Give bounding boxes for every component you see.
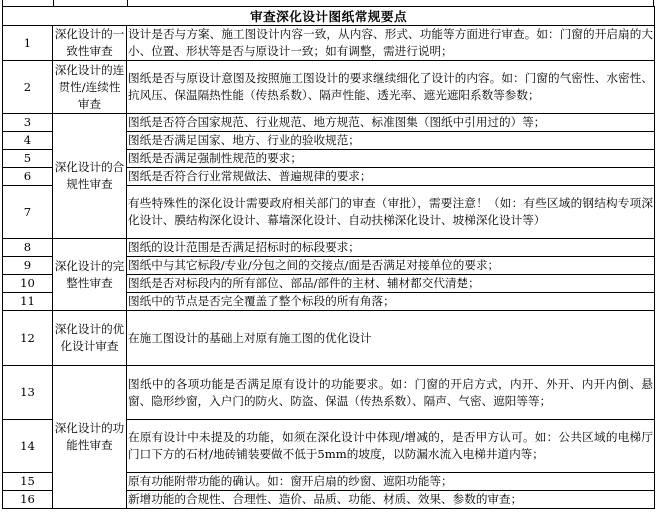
row-number: 8 <box>3 239 53 257</box>
table-row <box>3 239 655 257</box>
table-row <box>3 61 655 114</box>
row-number: 11 <box>3 293 53 311</box>
requirement-text: 在施工图设计的基础上对原有施工图的优化设计 <box>127 311 655 366</box>
requirement-text: 图纸中的节点是否完全覆盖了整个标段的所有角落； <box>127 293 655 311</box>
row-number: 15 <box>3 473 53 491</box>
requirement-text: 图纸是否满足强制性规范的要求； <box>127 150 655 168</box>
category-cell: 深化设计的合规性审查 <box>53 114 127 239</box>
category-cell: 深化设计的连贯性/连续性审查 <box>53 61 127 114</box>
row-number: 10 <box>3 275 53 293</box>
row-number: 9 <box>3 257 53 275</box>
requirement-text: 原有功能附带功能的确认。如：窗开启扇的纱窗、遮阳功能等； <box>127 473 655 491</box>
table-row <box>3 311 655 366</box>
review-points-table <box>2 6 655 509</box>
requirement-text: 图纸是否对标段内的所有部位、部品/部件的主材、辅材都交代清楚； <box>127 275 655 293</box>
requirement-text: 图纸是否符合行业常规做法、普遍规律的要求； <box>127 168 655 186</box>
requirement-text: 图纸的设计范围是否满足招标时的标段要求； <box>127 239 655 257</box>
category-cell: 深化设计的一致性审查 <box>53 26 127 61</box>
row-number: 7 <box>3 186 53 239</box>
row-number: 3 <box>3 114 53 132</box>
row-number: 1 <box>3 26 53 61</box>
category-cell: 深化设计的功能性审查 <box>53 366 127 509</box>
row-number: 4 <box>3 132 53 150</box>
row-number: 6 <box>3 168 53 186</box>
requirement-text: 图纸是否符合国家规范、行业规范、地方规范、标准图集（图纸中引用过的）等； <box>127 114 655 132</box>
row-number: 14 <box>3 420 53 473</box>
requirement-text: 图纸是否与原设计意图及按照施工图设计的要求继续细化了设计的内容。如：门窗的气密性、水密性、抗风压、保温隔热性能（传热系数）、隔声性能、透光率、遮光遮阳系数等参数； <box>127 61 655 114</box>
row-number: 13 <box>3 366 53 420</box>
requirement-text: 有些特殊性的深化设计需要政府相关部门的审查（审批），需要注意！（如：有些区域的钢结构专项深化设计、膜结构深化设计、幕墙深化设计、自动扶梯深化设计、坡梯深化设计等） <box>127 186 655 239</box>
requirement-text: 图纸是否满足国家、地方、行业的验收规范； <box>127 132 655 150</box>
table-title-row <box>3 7 655 26</box>
requirement-text: 在原有设计中未提及的功能，如须在深化设计中体现/增减的，是否甲方认可。如：公共区域的电梯厅门口下方的石材/地砖铺装要做不低于5mm的坡度，以防漏水流入电梯井道内等； <box>127 420 655 473</box>
table-row <box>3 26 655 61</box>
table-title: 审查深化设计图纸常规要点 <box>3 7 655 26</box>
category-cell: 深化设计的完整性审查 <box>53 239 127 311</box>
row-number: 16 <box>3 491 53 509</box>
requirement-text: 图纸中与其它标段/专业/分包之间的交接点/面是否满足对接单位的要求； <box>127 257 655 275</box>
row-number: 2 <box>3 61 53 114</box>
table-row <box>3 366 655 420</box>
row-number: 5 <box>3 150 53 168</box>
requirement-text: 新增功能的合规性、合理性、造价、品质、功能、材质、效果、参数的审查； <box>127 491 655 509</box>
requirement-text: 图纸中的各项功能是否满足原有设计的功能要求。如：门窗的开启方式，内开、外开、内开内倒、悬窗、隐形纱窗，入户门的防火、防盗、保温（传热系数）、隔声、气密、遮阳等等； <box>127 366 655 420</box>
row-number: 12 <box>3 311 53 366</box>
table-row <box>3 114 655 132</box>
category-cell: 深化设计的优化设计审查 <box>53 311 127 366</box>
requirement-text: 设计是否与方案、施工图设计内容一致，从内容、形式、功能等方面进行审查。如：门窗的开启扇的大小、位置、形状等是否与原设计一致；如有调整，需进行说明； <box>127 26 655 61</box>
